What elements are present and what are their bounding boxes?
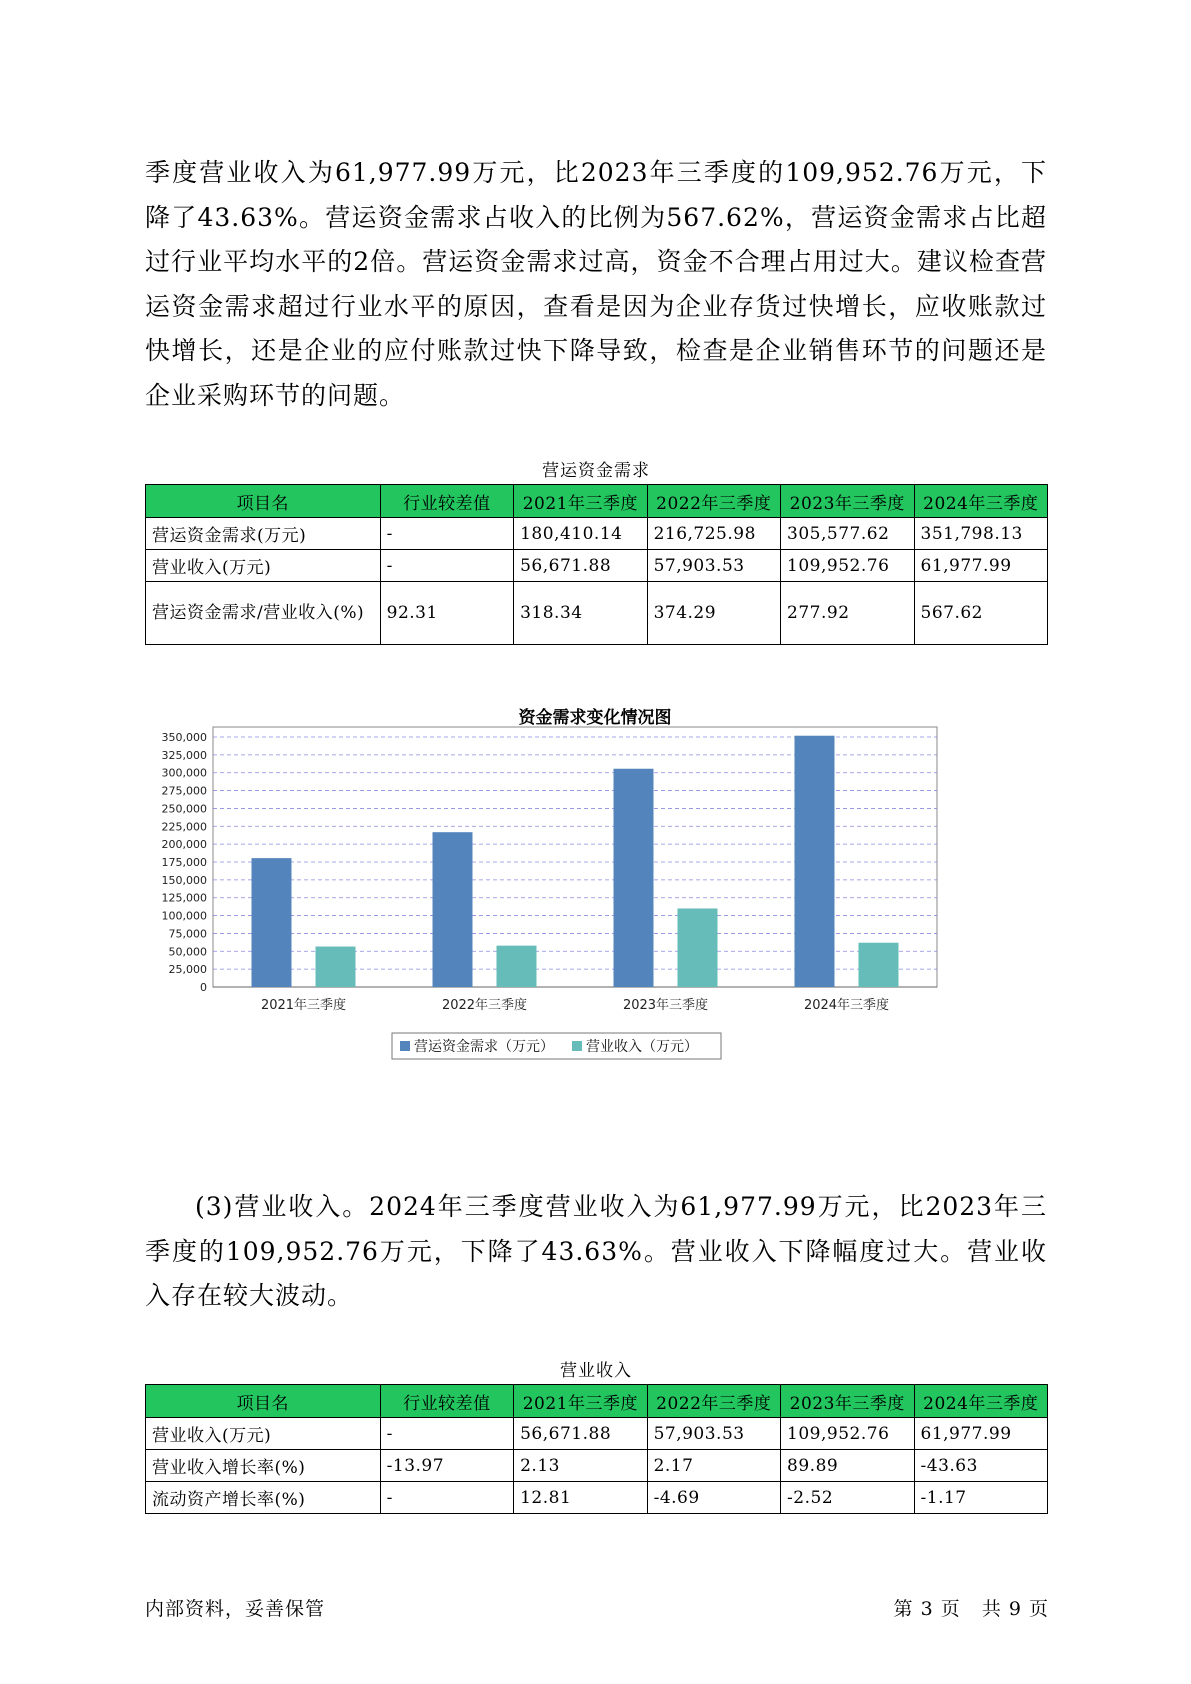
table-cell: 流动资产增长率(%) [146, 1482, 381, 1514]
header-cell: 2023年三季度 [781, 485, 914, 518]
header-cell: 2022年三季度 [647, 485, 780, 518]
bar-revenue [497, 946, 537, 987]
x-tick-label: 2023年三季度 [622, 998, 709, 1013]
table-caption-working-capital: 营运资金需求 [542, 461, 650, 481]
paragraph-working-capital: 季度营业收入为61,977.99万元，比2023年三季度的109,952.76万元，下降了43.63%。营运资金需求占收入的比例为567.62%，营运资金需求占比超过行业平均水平的2倍。营运资金需求过高，资金不合理占用过大。建议检查营运资金需求超过行业水平的原因，查看是因为企业存货过快增长，应收账款过快增长，还是企业的应付账款过快下降导致，检查是企业销售环节的问题还是企业采购环节的问题。 [145, 158, 1047, 410]
header-cell: 项目名 [146, 1385, 381, 1418]
chart-svg [140, 700, 1050, 1150]
table-cell: 营业收入(万元) [146, 1418, 381, 1450]
bar-revenue [316, 947, 356, 987]
footer-page-number: 第 3 页 共 9 页 [893, 1598, 1049, 1620]
table-row [146, 1450, 1048, 1482]
bar-working-capital [795, 736, 835, 987]
table-cell: 61,977.99 [914, 1418, 1047, 1450]
table-cell: - [380, 1418, 513, 1450]
legend-label: 营业收入（万元） [586, 1039, 698, 1055]
table-cell: 109,952.76 [781, 1418, 914, 1450]
y-tick-label: 300,000 [161, 766, 207, 780]
table-cell: 56,671.88 [514, 1418, 647, 1450]
table-cell: -4.69 [647, 1482, 780, 1514]
header-cell: 2021年三季度 [514, 485, 647, 518]
table-cell: 109,952.76 [781, 550, 914, 582]
table-cell: 56,671.88 [514, 550, 647, 582]
y-tick-label: 175,000 [161, 856, 207, 869]
table-caption-revenue: 营业收入 [560, 1361, 632, 1381]
bar-working-capital [433, 832, 473, 987]
table-cell: 2.13 [514, 1450, 647, 1482]
bar-working-capital [614, 769, 654, 987]
table-cell: 营业收入(万元) [146, 550, 381, 582]
table-row [146, 550, 1048, 582]
table-header-row [146, 485, 1048, 518]
table-cell: 61,977.99 [914, 550, 1047, 582]
table-cell: 57,903.53 [647, 1418, 780, 1450]
y-tick-label: 75,000 [168, 927, 207, 941]
table-cell: 57,903.53 [647, 550, 780, 582]
table-cell: - [380, 518, 513, 550]
y-tick-label: 125,000 [161, 891, 207, 905]
table-cell: 305,577.62 [781, 518, 914, 550]
table-row [146, 1418, 1048, 1450]
footer-confidential-note: 内部资料，妥善保管 [145, 1598, 326, 1620]
y-tick-label: 350,000 [161, 731, 207, 744]
header-cell: 2024年三季度 [914, 1385, 1047, 1418]
x-tick-label: 2021年三季度 [260, 998, 347, 1013]
legend-label: 营运资金需求（万元） [414, 1039, 554, 1055]
table-cell: 营运资金需求/营业收入(%) [146, 582, 381, 645]
table-cell: - [380, 550, 513, 582]
fund-demand-chart [140, 700, 1050, 1150]
table-cell: -13.97 [380, 1450, 513, 1482]
legend-swatch [572, 1041, 582, 1051]
table-cell: 营运资金需求(万元) [146, 518, 381, 550]
y-tick-label: 325,000 [161, 748, 207, 762]
y-tick-label: 50,000 [168, 945, 207, 959]
table-cell: 营业收入增长率(%) [146, 1450, 381, 1482]
y-tick-label: 275,000 [161, 784, 207, 798]
header-cell: 项目名 [146, 485, 381, 518]
bar-revenue [678, 908, 718, 987]
table-cell: - [380, 1482, 513, 1514]
revenue-table [145, 1384, 1048, 1514]
y-tick-label: 200,000 [161, 838, 207, 852]
x-tick-label: 2022年三季度 [441, 998, 528, 1013]
table-row [146, 518, 1048, 550]
table-cell: 92.31 [380, 582, 513, 645]
table-cell: -43.63 [914, 1450, 1047, 1482]
table-cell: -2.52 [781, 1482, 914, 1514]
working-capital-table [145, 484, 1048, 645]
y-tick-label: 100,000 [161, 909, 207, 923]
header-cell: 2024年三季度 [914, 485, 1047, 518]
table-cell: 216,725.98 [647, 518, 780, 550]
table-cell: 12.81 [514, 1482, 647, 1514]
header-cell: 2021年三季度 [514, 1385, 647, 1418]
table-cell: 374.29 [647, 582, 780, 645]
table-cell: 318.34 [514, 582, 647, 645]
table-row [146, 1482, 1048, 1514]
header-cell: 行业较差值 [380, 485, 513, 518]
table-cell: 180,410.14 [514, 518, 647, 550]
paragraph-revenue: (3)营业收入。2024年三季度营业收入为61,977.99万元，比2023年三季度的109,952.76万元，下降了43.63%。营业收入下降幅度过大。营业收入存在较大波动。 [145, 1192, 1047, 1310]
legend-swatch [400, 1041, 410, 1051]
y-tick-label: 0 [200, 981, 207, 994]
header-cell: 行业较差值 [380, 1385, 513, 1418]
table-header-row [146, 1385, 1048, 1418]
bar-working-capital [252, 858, 292, 987]
table-cell: 567.62 [914, 582, 1047, 645]
table-row [146, 582, 1048, 645]
chart-title: 资金需求变化情况图 [518, 708, 672, 728]
table-cell: 277.92 [781, 582, 914, 645]
header-cell: 2023年三季度 [781, 1385, 914, 1418]
table-cell: 2.17 [647, 1450, 780, 1482]
header-cell: 2022年三季度 [647, 1385, 780, 1418]
y-tick-label: 150,000 [161, 873, 207, 887]
table-cell: 89.89 [781, 1450, 914, 1482]
y-tick-label: 225,000 [161, 820, 207, 834]
y-tick-label: 250,000 [161, 802, 207, 816]
bar-revenue [859, 943, 899, 987]
table-cell: -1.17 [914, 1482, 1047, 1514]
table-cell: 351,798.13 [914, 518, 1047, 550]
x-tick-label: 2024年三季度 [803, 998, 890, 1013]
y-tick-label: 25,000 [168, 963, 207, 977]
